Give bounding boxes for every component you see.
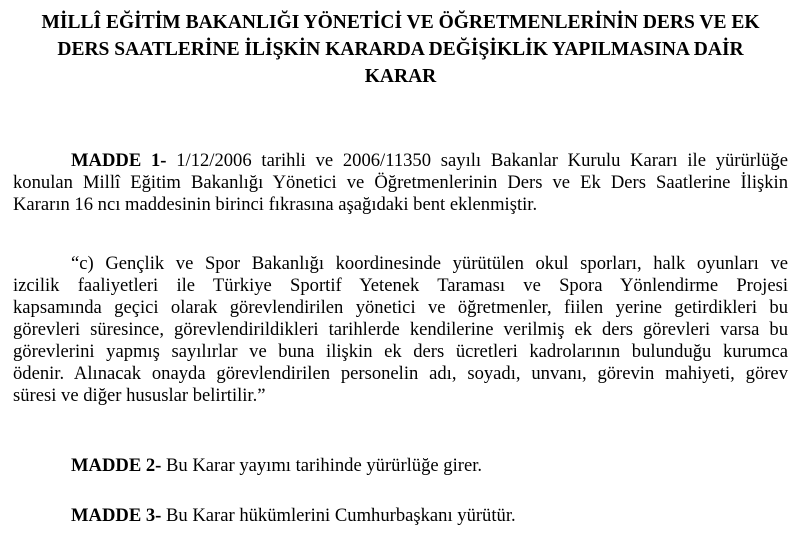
- article-2-line: [13, 455, 788, 477]
- quote-line-1: “c) Gençlik ve Spor Bakanlığı koordinesinde yürütülen okul sporları, halk oyunları ve: [71, 253, 788, 274]
- article-2: [13, 455, 788, 477]
- quoted-clause: [13, 253, 788, 407]
- article-1-line-1: [13, 150, 788, 172]
- article-1: [13, 150, 788, 216]
- title-line-2: DERS SAATLERİNE İLİŞKİN KARARDA DEĞİŞİKLİK YAPILMASINA DAİR: [57, 39, 744, 60]
- article-1-line-3: Kararın 16 ncı maddesinin birinci fıkrasına aşağıdaki bent eklenmiştir.: [13, 194, 538, 215]
- quote-line-3: kapsamında geçici olarak görevlendirilen yönetici ve öğretmenler, fiilen yerine getirdikleri bu: [13, 297, 788, 318]
- article-1-label: MADDE 1-: [71, 150, 167, 171]
- quote-line-7: süresi ve diğer hususlar belirtilir.”: [13, 385, 266, 406]
- article-1-line-2: konulan Millî Eğitim Bakanlığı Yönetici ve Öğretmenlerinin Ders ve Ek Ders Saatlerine İlişkin: [13, 172, 788, 193]
- article-2-label: MADDE 2-: [71, 455, 162, 476]
- quote-line-2: izcilik faaliyetleri ile Türkiye Sportif Yetenek Taraması ve Spora Yönlendirme Projesi: [13, 275, 788, 296]
- article-3-label: MADDE 3-: [71, 505, 162, 526]
- quote-line-4: görevleri süresince, görevlendirildikleri tarihlerde kendilerine verilmiş ek ders görevleri varsa bu: [13, 319, 788, 340]
- article-3-line: [13, 505, 788, 527]
- document-title: [0, 9, 801, 90]
- article-1-text-1: 1/12/2006 tarihli ve 2006/11350 sayılı Bakanlar Kurulu Kararı ile yürürlüğe: [166, 150, 788, 171]
- article-2-text: Bu Karar yayımı tarihinde yürürlüğe girer.: [161, 455, 483, 476]
- title-line-3: KARAR: [364, 66, 437, 87]
- title-line-1: MİLLÎ EĞİTİM BAKANLIĞI YÖNETİCİ VE ÖĞRETMENLERİNİN DERS VE EK: [41, 12, 760, 33]
- quote-line-5: görevlerini yapmış sayılırlar ve buna ilişkin ek ders ücretleri kadrolarının bulunduğu kurumca: [13, 341, 788, 362]
- article-3: [13, 505, 788, 527]
- quote-line-6: ödenir. Alınacak onayda görevlendirilen personelin adı, soyadı, unvanı, görevin mahiyeti, görev: [13, 363, 788, 384]
- article-3-text: Bu Karar hükümlerini Cumhurbaşkanı yürütür.: [161, 505, 516, 526]
